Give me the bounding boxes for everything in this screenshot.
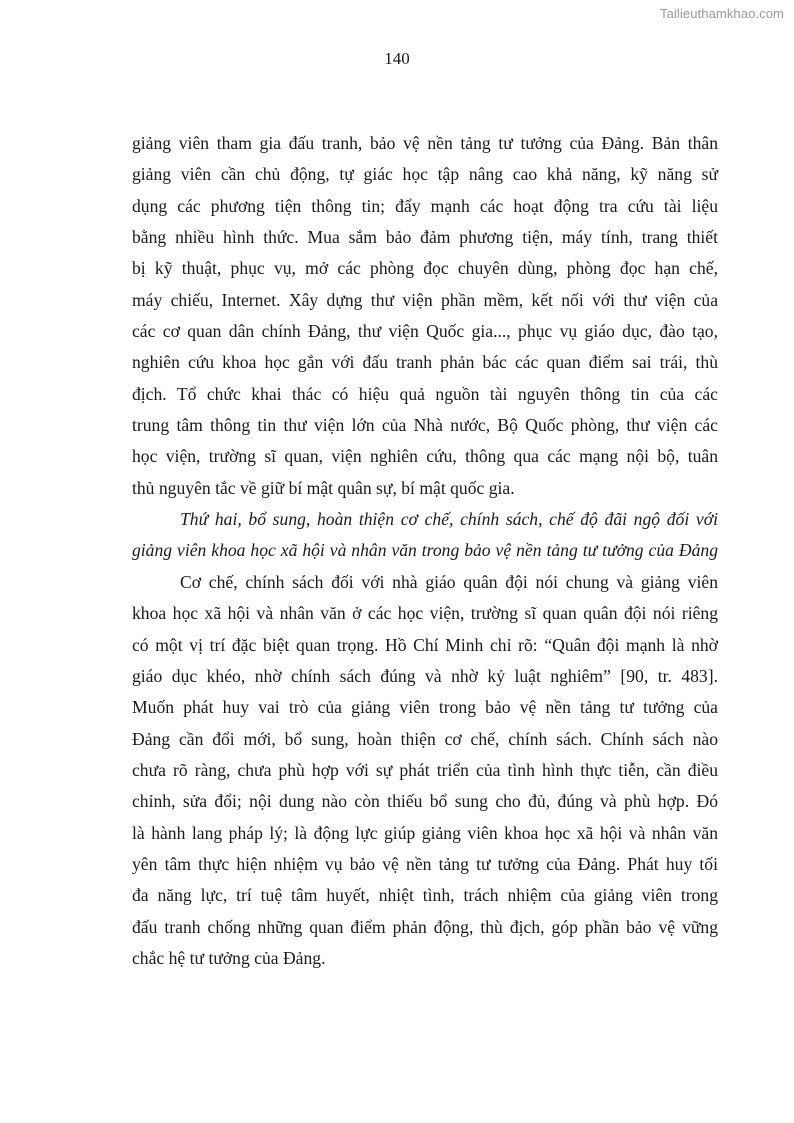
text-line: yên tâm thực hiện nhiệm vụ bảo vệ nền tảng tư tưởng của Đảng. Phát huy tối [132,853,718,874]
text-line: có một vị trí đặc biệt quan trọng. Hồ Chí Minh chỉ rõ: “Quân đội mạnh là nhờ [132,634,718,655]
page-number: 140 [384,49,410,68]
paragraph-3 [132,567,718,974]
text-line: giảng viên tham gia đấu tranh, bảo vệ nền tảng tư tưởng của Đảng. Bản thân [132,133,718,153]
text-line: chắc hệ tư tưởng của Đảng. [132,947,326,968]
text-line: Đảng cần đổi mới, bổ sung, hoàn thiện cơ chế, chính sách. Chính sách nào [132,728,718,749]
text-line: đấu tranh chống những quan điểm phản động, thù địch, góp phần bảo vệ vững [132,916,718,937]
text-line: giáo dục khéo, nhờ chính sách đúng và nhờ kỷ luật nghiêm” [90, tr. 483]. [132,665,718,686]
text-line: địch. Tổ chức khai thác có hiệu quả nguồn tài nguyên thông tin của các [132,383,718,404]
watermark-text: Tailieuthamkhao.com [659,6,784,21]
text-line: các cơ quan dân chính Đảng, thư viện Quốc gia..., phục vụ giáo dục, đào tạo, [132,321,718,342]
document-body [132,128,718,974]
text-line: đa năng lực, trí tuệ tâm huyết, nhiệt tình, trách nhiệm của giảng viên trong [132,885,718,906]
text-line: chỉnh, sửa đổi; nội dung nào còn thiếu bổ sung cho đủ, đúng và phù hợp. Đó [132,791,718,812]
text-line: chưa rõ ràng, chưa phù hợp với sự phát triển của tình hình thực tiễn, cần điều [132,759,718,780]
subheading-line: Thứ hai, bổ sung, hoàn thiện cơ chế, chính sách, chế độ đãi ngộ đối với [180,509,718,530]
text-line: trung tâm thông tin thư viện lớn của Nhà nước, Bộ Quốc phòng, thư viện các [132,415,718,436]
text-line: nghiên cứu khoa học gắn với đấu tranh phản bác các quan điểm sai trái, thù [132,352,718,373]
paragraph-1 [132,128,718,504]
text-line: học viện, trường sĩ quan, viện nghiên cứu, thông qua các mạng nội bộ, tuân [132,446,718,467]
text-line: giảng viên cần chủ động, tự giác học tập nâng cao khả năng, kỹ năng sử [132,164,718,185]
text-line: bằng nhiều hình thức. Mua sắm bảo đảm phương tiện, máy tính, trang thiết [132,227,718,248]
text-line: là hành lang pháp lý; là động lực giúp giảng viên khoa học xã hội và nhân văn [132,822,718,843]
subheading-line: giảng viên khoa học xã hội và nhân văn trong bảo vệ nền tảng tư tưởng của Đảng [132,540,718,561]
text-line: máy chiếu, Internet. Xây dựng thư viện phần mềm, kết nối với thư viện của [132,289,718,310]
text-line: Muốn phát huy vai trò của giảng viên trong bảo vệ nền tảng tư tưởng của [132,697,718,718]
text-line: khoa học xã hội và nhân văn ở các học viện, trường sĩ quan quân đội nói riêng [132,603,718,624]
text-line: dụng các phương tiện thông tin; đẩy mạnh các hoạt động tra cứu tài liệu [132,195,718,216]
text-line: thủ nguyên tắc về giữ bí mật quân sự, bí mật quốc gia. [132,477,515,498]
text-line: Cơ chế, chính sách đối với nhà giáo quân đội nói chung và giảng viên [180,571,718,592]
subheading-paragraph [132,504,718,567]
text-line: bị kỹ thuật, phục vụ, mở các phòng đọc chuyên dùng, phòng đọc hạn chế, [132,258,718,279]
